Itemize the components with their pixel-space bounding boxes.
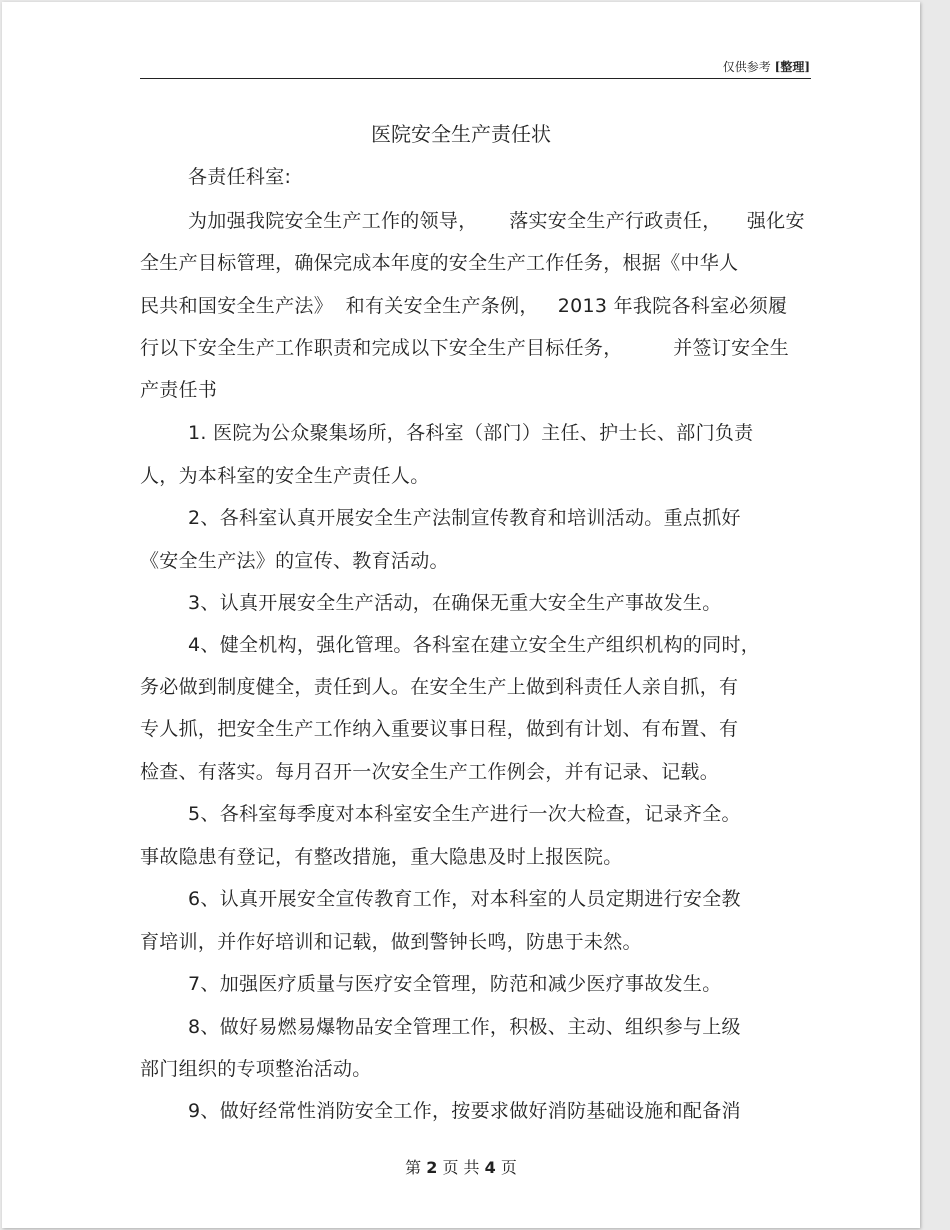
body-line: 事故隐患有登记，有整改措施，重大隐患及时上报医院。 [140, 846, 623, 868]
body-line: 3、认真开展安全生产活动，在确保无重大安全生产事故发生。 [188, 592, 722, 614]
footer-page-number: 2 [426, 1158, 438, 1177]
page-footer [2, 1155, 920, 1178]
document-page [2, 2, 920, 1228]
body-line: 6、认真开展安全宣传教育工作，对本科室的人员定期进行安全教 [188, 888, 741, 910]
body-line: 为加强我院安全生产工作的领导， 落实安全生产行政责任， 强化安 [188, 210, 805, 232]
body-line: 产责任书 [140, 379, 218, 401]
body-line: 人，为本科室的安全生产责任人。 [140, 465, 430, 487]
footer-suffix: 页 [500, 1158, 517, 1177]
body-line: 2、各科室认真开展安全生产法制宣传教育和培训活动。重点抓好 [188, 507, 741, 529]
body-line: 民共和国安全生产法》 和有关安全生产条例， 2013 年我院各科室必须履 [140, 295, 788, 317]
body-line: 1. 医院为公众聚集场所，各科室（部门）主任、护士长、部门负责 [188, 422, 754, 444]
body-line: 行以下安全生产工作职责和完成以下安全生产目标任务， 并签订安全生 [140, 337, 790, 359]
salutation: 各责任科室: [188, 166, 292, 188]
body-line: 检查、有落实。每月召开一次安全生产工作例会，并有记录、记载。 [140, 761, 720, 783]
body-line: 7、加强医疗质量与医疗安全管理，防范和减少医疗事故发生。 [188, 973, 722, 995]
header-tag: [整理] [774, 60, 810, 74]
footer-prefix: 第 [405, 1158, 422, 1177]
header-rule [140, 78, 811, 79]
footer-total-pages: 4 [484, 1158, 496, 1177]
document-title: 医院安全生产责任状 [371, 122, 551, 146]
body-line: 9、做好经常性消防安全工作，按要求做好消防基础设施和配备消 [188, 1100, 741, 1122]
body-line: 务必做到制度健全，责任到人。在安全生产上做到科责任人亲自抓，有 [140, 676, 739, 698]
body-line: 5、各科室每季度对本科室安全生产进行一次大检查，记录齐全。 [188, 803, 741, 825]
body-line: 全生产目标管理，确保完成本年度的安全生产工作任务，根据《中华人 [140, 252, 739, 274]
body-line: 专人抓，把安全生产工作纳入重要议事日程，做到有计划、有布置、有 [140, 718, 739, 740]
body-line: 4、健全机构，强化管理。各科室在建立安全生产组织机构的同时， [188, 634, 761, 656]
footer-mid: 页 共 [442, 1158, 480, 1177]
header-note: 仅供参考 [722, 60, 771, 74]
page-header [723, 58, 810, 75]
body-line: 育培训，并作好培训和记载，做到警钟长鸣，防患于未然。 [140, 931, 642, 953]
body-line: 部门组织的专项整治活动。 [140, 1058, 372, 1080]
body-line: 8、做好易燃易爆物品安全管理工作，积极、主动、组织参与上级 [188, 1016, 741, 1038]
body-line: 《安全生产法》的宣传、教育活动。 [140, 550, 449, 572]
